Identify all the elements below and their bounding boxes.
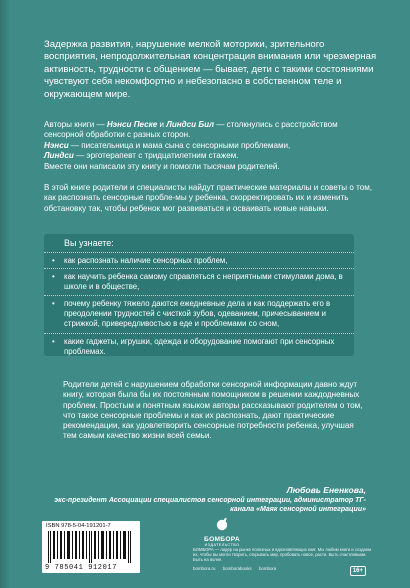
spine-shadow [0, 0, 10, 588]
publisher-legal: БОМБОРА — лидер на рынке полезных и вдохновляющих книг. Мы любим книги и создаем их, чтобы вы могли творить, открывать мир, пробовать новое, расти. Быть счастливыми. Быть на волне. [193, 547, 372, 563]
social-link[interactable]: bomborabooks [222, 566, 252, 571]
learn-item [52, 299, 352, 329]
bullet-mark: • [52, 299, 55, 308]
authors-text-5: Вместе они написали эту книгу и помогли тысячам родителей. [44, 161, 280, 171]
publisher-sub: ИЗДАТЕЛЬСТВО [204, 543, 240, 547]
author-name-1: Нэнси Песке [106, 120, 158, 129]
learn-item-text: какие гаджеты, игрушки, одежда и оборудование помогают при сенсорных проблемах. [64, 337, 335, 356]
purpose-paragraph: В этой книге родители и специалисты найдут практические материалы и советы о том, как распознать сенсорные пробле-мы у ребенка, скорректировать их и изменить обстановку так, чтобы ребенок мог развиваться и осваивать новые навыки. [44, 183, 373, 213]
learn-item [52, 337, 352, 357]
ean-digits: 9 785041 912017 [45, 564, 118, 572]
bomb-icon [215, 517, 229, 531]
learn-title: Вы узнаете: [64, 238, 114, 248]
learn-item [52, 256, 352, 266]
divider [44, 252, 354, 253]
review-quote: Родители детей с нарушением обработки сенсорной информации давно ждут книгу, которая была бы их постоянным помощником в решении каждодневных проблем. Простым и понятным языком авторы рассказывают родителям о том, что такое сенсорные проблемы и как их распознать, дают практические рекомендации, как удовлетворить сенсорные потребности ребенка, улучшая тем самым качество жизни всей семьи. [63, 380, 363, 441]
social-link[interactable]: bombora [258, 566, 277, 571]
author-name-2: Линдси Бил [166, 120, 215, 129]
barcode [42, 521, 140, 573]
isbn-text: ISBN 978-5-04-191201-7 [46, 523, 111, 529]
divider [44, 333, 354, 334]
author-short-1: Нэнси [44, 140, 69, 150]
reviewer-name: Любовь Ененкова, [286, 485, 366, 495]
authors-text-4: — эрготерапевт с тридцатилетним стажем. [73, 151, 239, 161]
publisher-logo [193, 517, 251, 547]
authors-and: и [157, 120, 167, 129]
learn-item [52, 272, 352, 292]
age-rating: 16+ [350, 566, 366, 576]
learn-item-text: как распознать наличие сенсорных проблем, [64, 256, 228, 265]
reviewer-role: экс-президент Ассоциации специалистов сенсорной интеграции, администратор ТГ-канала «Маяк сенсорной интеграции» [54, 497, 366, 513]
bullet-mark: • [52, 272, 55, 281]
authors-text-3: — писательница и мама сына с сенсорными проблемами, [68, 140, 291, 150]
authors-text-2: — столкнулись с расстройством сенсорной обработки с разных сторон. [44, 120, 338, 140]
publisher-name: БОМБОРА [204, 536, 240, 543]
divider [44, 295, 354, 296]
bullet-mark: • [52, 337, 55, 346]
author-short-2: Линдси [44, 151, 74, 161]
authors-paragraph [44, 120, 378, 172]
divider [44, 268, 354, 269]
learn-item-text: почему ребенку тяжело даются ежедневные дела и как поддержать его в преодолении трудностей с чисткой зубов, одеванием, причесыванием и стрижкой, привередливостью в еде и проблемами со сном, [64, 299, 331, 328]
authors-text-1: Авторы книги — [44, 120, 107, 129]
social-link[interactable]: bombora.ru [193, 566, 216, 571]
learn-item-text: как научить ребенка самому справляться с неприятными стимулами дома, в школе и в обществе, [64, 272, 343, 291]
intro-paragraph: Задержка развития, нарушение мелкой моторики, зрительного восприятия, непродолжительная концентрация внимания или чрезмерная активность, трудности с общением — бывает, дети с такими состояниями чувствуют себя некомфортно и небезопасно в собственном теле и окружающем мире. [44, 39, 377, 100]
bullet-mark: • [52, 256, 55, 265]
barcode-bars [48, 531, 134, 563]
